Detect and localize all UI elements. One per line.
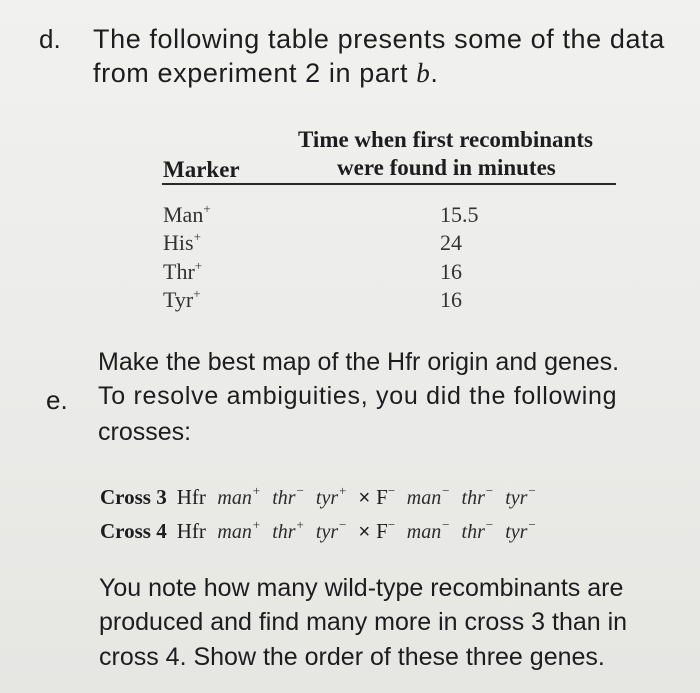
gene-symbol: man− [406, 517, 450, 543]
final-paragraph-line-1: You note how many wild-type recombinants are [99, 574, 624, 602]
gene-symbol: man+ [217, 517, 261, 543]
final-paragraph-line-2: produced and find many more in cross 3 than in [99, 608, 628, 636]
table-row-marker: Tyr+ [163, 286, 201, 312]
item-d-line-1: The following table presents some of the data [93, 24, 665, 54]
table-header-rule [162, 183, 616, 185]
table-row-time: 15.5 [440, 202, 479, 227]
item-e-line-2: crosses: [98, 418, 192, 446]
gene-symbol: tyr− [505, 483, 537, 509]
f-minus-label: F− [376, 517, 396, 543]
table-row-time: 16 [440, 287, 462, 312]
cross-label: Cross 3 [100, 485, 167, 509]
table-row-marker: Man+ [163, 201, 211, 227]
table-row-marker: His+ [163, 229, 201, 255]
gene-symbol: man+ [217, 483, 261, 509]
item-d-line-2: from experiment 2 in part b. [93, 58, 439, 88]
gene-symbol: tyr− [315, 517, 347, 543]
hfr-label: Hfr [176, 519, 206, 543]
gene-symbol: tyr− [505, 517, 537, 543]
column-header-time-line-2: were found in minutes [337, 155, 556, 180]
table-row-marker: Thr+ [163, 258, 203, 284]
gene-symbol: thr+ [272, 517, 305, 543]
f-minus-label: F− [376, 483, 396, 509]
item-e-line-1: To resolve ambiguities, you did the following [98, 382, 618, 410]
table-row-time: 16 [440, 259, 462, 284]
item-letter-e: e. [46, 385, 68, 415]
gene-symbol: tyr+ [315, 483, 347, 509]
table-row-time: 24 [440, 230, 462, 255]
item-letter-d: d. [39, 24, 61, 54]
column-header-marker: Marker [163, 157, 240, 182]
cross-label: Cross 4 [100, 519, 167, 543]
gene-symbol: man− [406, 483, 450, 509]
gene-symbol: thr− [461, 483, 494, 509]
gene-symbol: thr− [272, 483, 305, 509]
gene-symbol: thr− [461, 517, 494, 543]
hfr-label: Hfr [176, 485, 206, 509]
column-header-time-line-1: Time when first recombinants [298, 127, 593, 152]
cross-symbol: × [358, 521, 371, 543]
cross-4-row [100, 519, 536, 544]
cross-3-row [100, 485, 536, 510]
map-instruction: Make the best map of the Hfr origin and genes. [98, 348, 620, 376]
cross-symbol: × [358, 487, 371, 509]
final-paragraph-line-3: cross 4. Show the order of these three genes. [99, 643, 605, 671]
